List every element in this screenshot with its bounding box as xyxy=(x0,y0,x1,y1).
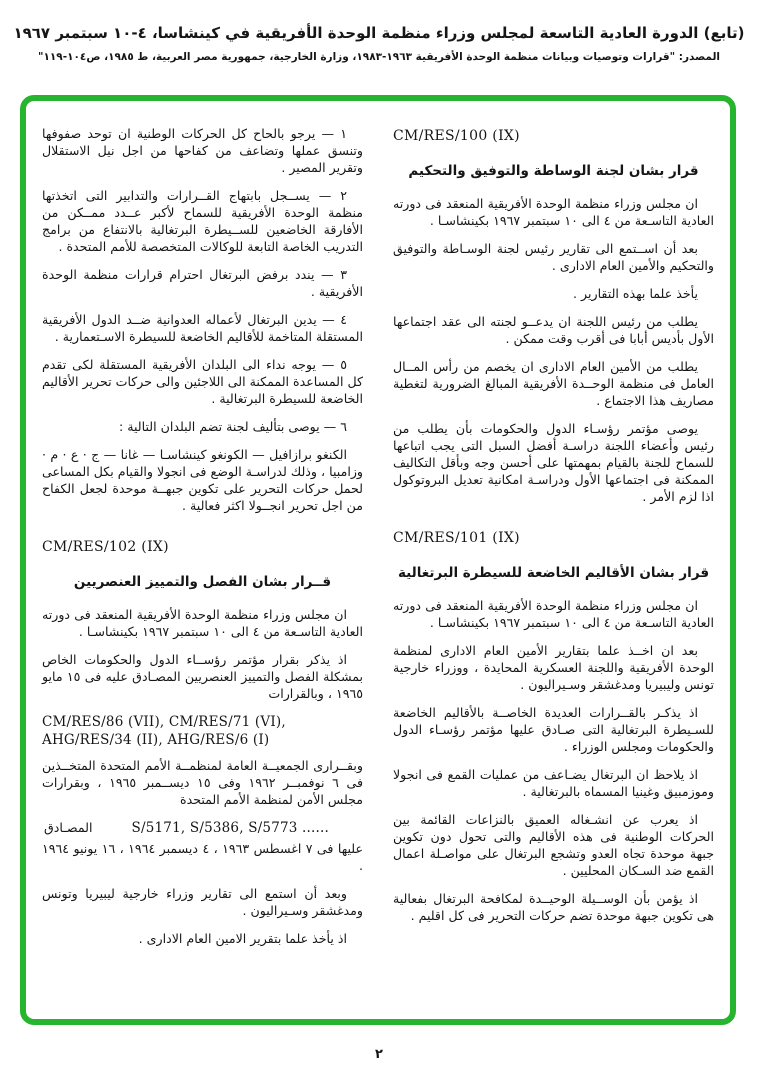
header-source-line: المصدر: "قرارات وتوصيات وبيانات منظمة الوحدة الأفريقية ١٩٦٣-١٩٨٣، وزارة الخارجية، جمهورية مصر العربية، ط ١٩٨٥، ص١٠٤-١١٩" xyxy=(38,51,720,63)
paragraph: اذ يذكـر بالقــرارات العديدة الخاصــة بالأقاليم الخاضعة للسـيطرة البرتغالية التى صـادق عليها مؤتمر رؤسـاء الدول والحكومات ومجلس الوزراء . xyxy=(393,705,714,755)
resolution-title: قرار بشان لجنة الوساطة والتوفيق والتحكيم xyxy=(408,162,699,179)
paragraph: يطلب من الأمين العام الادارى ان يخصم من رأس المــال العامل فى منظمة الوحــدة الأفريقية المبالغ الضرورية لتغطية مصاريف هذا الاجتماع . xyxy=(393,359,714,409)
resolution-title: قرار بشان الأقاليم الخاضعة للسيطرة البرتغالية xyxy=(397,565,710,581)
two-column-layout xyxy=(42,125,714,1005)
paragraph: يأخذ علما بهذه التقارير . xyxy=(573,286,698,302)
paragraph: ان مجلس وزراء منظمة الوحدة الأفريقية المنعقد فى دورته العادية التاسـعة من ٤ الى ١٠ سبتمبر ١٩٦٧ بكينشاسـا . xyxy=(42,607,363,640)
numbered-item: ٣ — يندد برفض البرتغال احترام قرارات منظمة الوحدة الأفريقية . xyxy=(42,267,363,299)
numbered-item: ١ — يرجو بالحاح كل الحركات الوطنية ان توحد صفوفها وتنسق عملها وتضاعف من كفاحها من اجل نيل الاستقلال وتقرير المصير . xyxy=(42,126,363,175)
paragraph: ان مجلس وزراء منظمة الوحدة الأفريقية المنعقد فى دورته العادية التاسـعة من ٤ الى ١٠ سبتمبر ١٩٦٧ بكينشاسـا . xyxy=(393,196,714,229)
paragraph: وبعد أن استمع الى تقارير وزراء خارجية ليبيريا وتونس ومدغشقر وسـيراليون . xyxy=(42,885,363,918)
paragraph: اذ يذكر بقرار مؤتمر رؤســاء الدول والحكومات الخاص بمشكلة الفصل والتمييز العنصريين المصـادق عليه فى ١٥ مايو ١٩٦٥ ، وبالقرارات xyxy=(42,652,363,702)
paragraph: بعد ان اخــذ علما بتقارير الأمين العام الادارى لمنظمة الوحدة الأفريقية واللجنة العسكرية المحايدة ، ووزراء خارجية تونس وليبيريا ومدغشقر وسـيراليون . xyxy=(393,643,714,693)
un-document-codes: S/5171, S/5386, S/5773 ...... xyxy=(131,819,329,836)
paragraph: اذ يؤمن بأن الوســيلة الوحيــدة لمكافحة البرتغال بفعالية هى تكوين جبهة موحدة تضم حركات التحرير فى كل اقليم . xyxy=(393,891,714,924)
column-left xyxy=(42,125,363,1005)
page-header xyxy=(0,0,758,63)
paragraph: ان مجلس وزراء منظمة الوحدة الأفريقية المنعقد فى دورته العادية التاسـعة من ٤ الى ١٠ سبتمبر ١٩٦٧ بكينشاسـا . xyxy=(393,598,714,631)
resolution-code: CM/RES/102 (IX) xyxy=(42,539,169,555)
paragraph: يوصى مؤتمر رؤسـاء الدول والحكومات بأن يطلب من رئيس وأعضاء اللجنة دراسـة أفضل السبل التى يجب اتباعها للسماح للجنة بالقيام بمهمتها على أحسن وجه وبأقل التكاليف الممكنة فى اجتماعها الأول ودراسـة امكانية تعديل البروتوكول اذا لزم الأمر . xyxy=(393,421,714,505)
un-document-codes-line xyxy=(42,819,363,837)
numbered-item: ٤ — يدين البرتغال لأعماله العدوانية ضــد الدول الأفريقية المستقلة المتاخمة للأقاليم الخاضعة للسيطرة الاسـتعمارية . xyxy=(42,312,363,344)
cited-resolution-codes: CM/RES/86 (VII), CM/RES/71 (VI), AHG/RES/34 (II), AHG/RES/6 (I) xyxy=(42,714,286,749)
numbered-item: ٥ — يوجه نداء الى البلدان الأفريقية المستقلة لكى تقدم كل المساعدة الممكنة الى اللاجئين والى حركات تحرير الأقاليم الخاضعة للسيطرة البرتغالية . xyxy=(42,357,363,406)
paragraph: وبقــرارى الجمعيــة العامة لمنظمــة الأمم المتحدة المتخــذين فى ٦ نوفمبــر ١٩٦٢ وفى ١٥ ديســمبر ١٩٦٥ ، وبقرارات مجلس الأمن لمنظمة الأمم المتحدة xyxy=(42,757,363,807)
paragraph: اذ يأخذ علما بتقرير الامين العام الادارى . xyxy=(138,930,347,946)
paragraph: الكنغو برازافيل — الكونغو كينشاسـا — غانا — ج · ع · م · وزامبيا ، وذلك لدراسـة الوضع فى انجولا والقيام بكل المساعى لحمل حركات التحرير على تكوين جبهــة موحدة لجعل الكفاح من اجل تحرير انجــولا اكثر فعالية . xyxy=(42,447,363,513)
paragraph: يطلب من رئيس اللجنة ان يدعــو لجنته الى عقد اجتماعها الأول بأديس أبابا فى أقرب وقت ممكن . xyxy=(393,314,714,347)
numbered-item: ٦ — يوصى بتأليف لجنة تضم البلدان التالية : xyxy=(119,419,347,434)
paragraph: اذ يلاحظ ان البرتغال يضـاعف من عمليات القمع فى انجولا وموزمبيق وغينيا المسماه بالبرتغالية . xyxy=(393,767,714,800)
resolution-code: CM/RES/100 (IX) xyxy=(393,128,520,144)
resolution-code: CM/RES/101 (IX) xyxy=(393,530,520,547)
numbered-item: ٢ — يســجل بابتهاج القــرارات والتدابير التى اتخذتها منظمة الوحدة الأفريقية للسماح لأكبر عــدد ممــكن من الأفارقة الخاضعين للســيطرة البرتغالية بالانتفاع من برامج التدريب الخاصة التابعة للوكالات المتخصصة للأمم المتحدة . xyxy=(42,188,363,254)
header-session-line: (تابع) الدورة العادية التاسعة لمجلس وزراء منظمة الوحدة الأفريقية في كينشاسا، ٤-١٠ سبتمبر ١٩٦٧ xyxy=(13,24,745,42)
paragraph: عليها فى ٧ اغسطس ١٩٦٣ ، ٤ ديسمبر ١٩٦٤ ، ١٦ يونيو ١٩٦٤ . xyxy=(42,840,363,873)
content-border-box xyxy=(20,95,736,1025)
resolution-title: قــرار بشان الفصل والتمييز العنصريين xyxy=(73,573,332,590)
paragraph: بعد أن اســتمع الى تقارير رئيس لجنة الوسـاطة والتوفيق والتحكيم والأمين العام الادارى . xyxy=(393,241,714,274)
un-docs-word: المصـادق xyxy=(44,819,93,835)
column-right xyxy=(393,125,714,1005)
paragraph: اذ يعرب عن انشـغاله العميق بالنزاعات القائمة بين الحركات الوطنية فى هذه الأقاليم والتى تحول دون تكوين جبهة موحدة تجاه العدو وتشجع البرتغال على مواصـلة اعمال القمع ضد السـكان المحليين . xyxy=(393,812,714,879)
page-number: ٢ xyxy=(375,1047,383,1062)
